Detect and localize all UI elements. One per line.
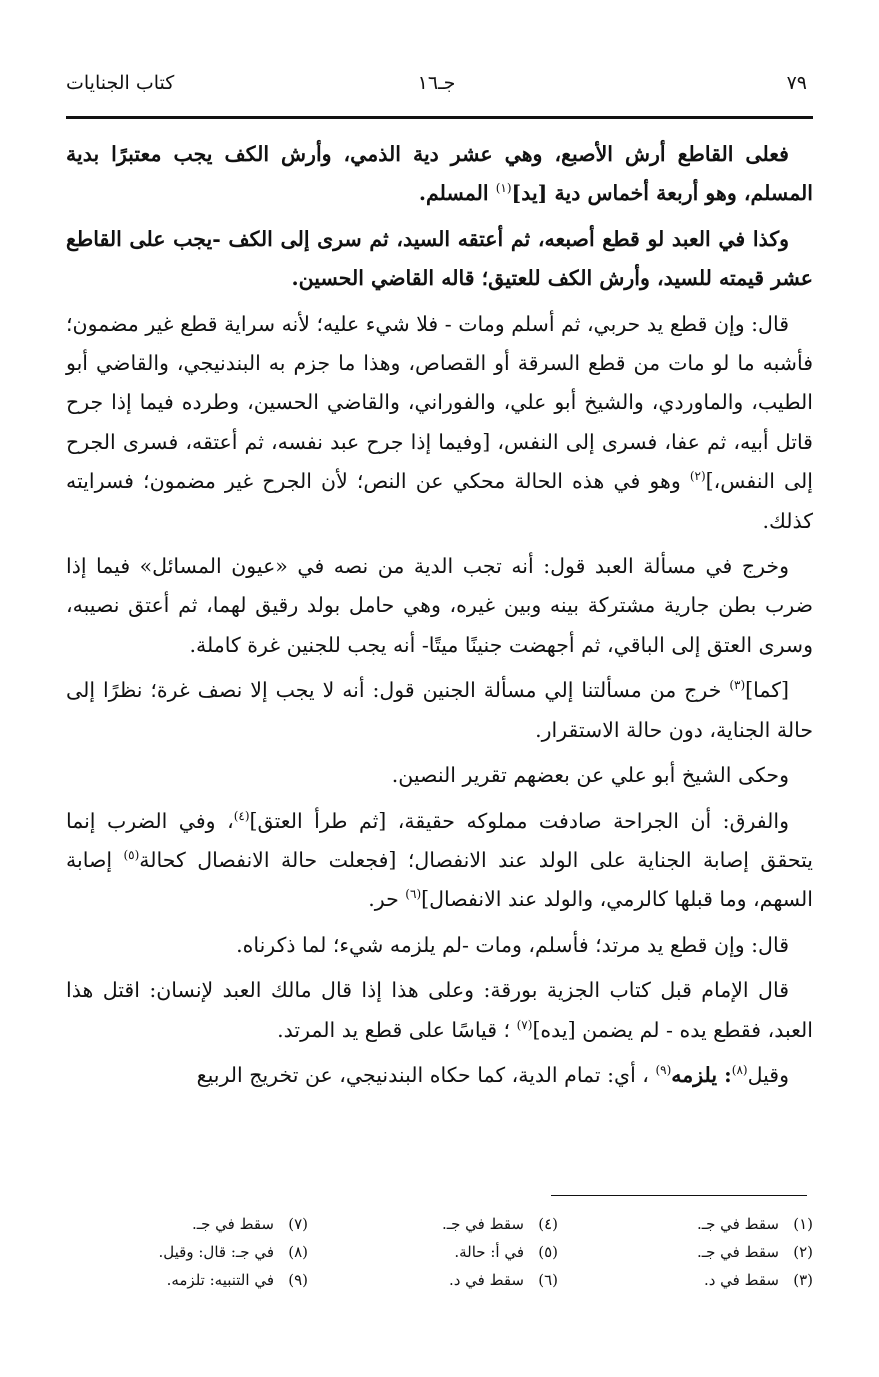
footnote-text: في أ: حالة. xyxy=(454,1243,524,1261)
text-run: ؛ قياسًا على قطع يد المرتد. xyxy=(277,1017,517,1042)
page-header xyxy=(60,68,813,104)
paragraph-4 xyxy=(66,547,813,665)
text-run: المسلم. xyxy=(418,181,496,206)
text-run: قال الإمام قبل كتاب الجزية بورقة: وعلى هذا إذا قال مالك العبد لإنسان: اقتل هذا العبد، فقطع يده - لم يضمن [يده] xyxy=(66,978,813,1042)
text-run: إصابة السهم، وما قبلها كالرمي، والولد عند الانفصال] xyxy=(66,847,813,912)
footnote-number: (٤) xyxy=(538,1215,558,1233)
footnote-item xyxy=(573,1238,813,1266)
header-rule xyxy=(66,116,813,119)
footnote-text: سقط في جـ. xyxy=(441,1215,524,1233)
paragraph-3 xyxy=(66,305,813,541)
footnote-text: سقط في جـ. xyxy=(696,1215,779,1233)
footnote-item xyxy=(68,1238,308,1266)
footnote-item xyxy=(318,1238,558,1266)
footnote-number: (٢) xyxy=(793,1243,813,1261)
text-run: وهو في هذه الحالة محكي عن النص؛ لأن الجرح غير مضمون؛ فسرايته كذلك. xyxy=(66,469,813,533)
text-run: ، وفي الضرب إنما يتحقق إصابة الجناية على الولد عند الانفصال؛ [فجعلت حالة الانفصال كحالة xyxy=(66,808,814,872)
paragraph-2 xyxy=(66,220,813,299)
footnote-text: سقط في جـ. xyxy=(696,1243,779,1261)
main-text xyxy=(66,135,813,1101)
book-title: كتاب الجنايات xyxy=(66,72,175,94)
page-number: ٧٩ xyxy=(786,72,807,94)
footnote-ref: (٧) xyxy=(516,1017,533,1032)
text-run: [كما] xyxy=(745,678,789,703)
footnote-text: سقط في د. xyxy=(448,1271,524,1289)
footnote-separator xyxy=(551,1195,807,1196)
paragraph-8 xyxy=(66,926,813,965)
footnote-ref: (٣) xyxy=(729,678,746,693)
text-run: والفرق: أن الجراحة صادفت مملوكه حقيقة، [ثم طرأ العتق] xyxy=(249,808,790,833)
text-run: قال: وإن قطع يد حربي، ثم أسلم ومات - فلا شيء عليه؛ لأنه سراية قطع غير مضمون؛ فأشبه ما لو مات من قطع السرقة أو القصاص، وهذا ما جزم به البندنيجي، والقاضي أبو الطيب، والماوردي، والشيخ أبو علي، والفوراني، والقاضي الحسين، وطرده فيما إذا جرح قاتل أبيه، ثم عفا، فسرى إلى النفس، [وفيما إذا جرح عبد نفسه، ثم أعتقه، فسرى الجرح إلى النفس،] xyxy=(66,311,814,494)
footnote-ref: (٢) xyxy=(689,469,706,484)
paragraph-9 xyxy=(66,971,813,1050)
text-run: ، أي: تمام الدية، كما حكاه البندنيجي، عن تخريج الربيع xyxy=(196,1062,656,1087)
footnote-column-3 xyxy=(68,1210,308,1294)
footnote-number: (٥) xyxy=(538,1243,558,1261)
footnote-number: (٩) xyxy=(288,1271,308,1289)
footnote-ref: (١) xyxy=(495,181,512,196)
footnote-number: (١) xyxy=(793,1215,813,1233)
footnote-item xyxy=(68,1266,308,1294)
footnote-item xyxy=(318,1210,558,1238)
text-run: فعلى القاطع أرش الأصبع، وهي عشر دية الذمي، وأرش الكف يجب معتبرًا بدية المسلم، وهو أربعة أخماس دية [يد] xyxy=(66,142,813,206)
text-run: وخرج في مسألة العبد قول: أنه تجب الدية من نصه في «عيون المسائل» فيما إذا ضرب بطن جارية مشتركة بينه وبين غيره، وهي حامل بولد رقيق لهما، ثم أعتق نصيبه، وسرى العتق إلى الباقي، ثم أجهضت جنينًا ميتًا- أنه يجب للجنين غرة كاملة. xyxy=(66,554,813,657)
volume-label: جـ١٦ xyxy=(417,72,456,94)
paragraph-7 xyxy=(66,802,813,920)
footnote-number: (٧) xyxy=(288,1215,308,1233)
footnote-number: (٣) xyxy=(793,1271,813,1289)
paragraph-5 xyxy=(66,671,813,750)
footnote-text: سقط في جـ. xyxy=(191,1215,274,1233)
paragraph-10 xyxy=(66,1056,813,1095)
text-run: وحكى الشيخ أبو علي عن بعضهم تقرير النصين. xyxy=(391,763,789,788)
footnote-ref: (٨) xyxy=(731,1063,748,1078)
footnote-column-1 xyxy=(573,1210,813,1294)
footnote-ref: (٩) xyxy=(655,1063,672,1078)
paragraph-1 xyxy=(66,135,813,214)
footnote-number: (٦) xyxy=(538,1271,558,1289)
footnote-text: سقط في د. xyxy=(703,1271,779,1289)
footnote-item xyxy=(573,1210,813,1238)
footnote-text: في جـ: قال: وقيل. xyxy=(158,1243,274,1261)
text-run: وكذا في العبد لو قطع أصبعه، ثم أعتقه السيد، ثم سرى إلى الكف -يجب على القاطع عشر قيمته للسيد، وأرش الكف للعتيق؛ قاله القاضي الحسين. xyxy=(66,226,813,291)
text-run: : يلزمه xyxy=(671,1062,732,1087)
footnote-ref: (٤) xyxy=(233,808,250,823)
text-run: وقيل xyxy=(747,1062,789,1087)
paragraph-6 xyxy=(66,756,813,795)
footnote-item xyxy=(68,1210,308,1238)
footnote-item xyxy=(573,1266,813,1294)
footnote-column-2 xyxy=(318,1210,558,1294)
footnote-ref: (٥) xyxy=(123,848,140,863)
footnote-text: في التنبيه: تلزمه. xyxy=(166,1271,274,1289)
footnote-ref: (٦) xyxy=(405,887,422,902)
footnote-number: (٨) xyxy=(288,1243,308,1261)
text-run: قال: وإن قطع يد مرتد؛ فأسلم، ومات -لم يلزمه شيء؛ لما ذكرناه. xyxy=(236,932,789,957)
text-run: حر. xyxy=(368,887,406,912)
text-run: خرج من مسألتنا إلي مسألة الجنين قول: أنه لا يجب إلا نصف غرة؛ نظرًا إلى حالة الجناية، دون حالة الاستقرار. xyxy=(66,678,813,742)
footnote-item xyxy=(318,1266,558,1294)
